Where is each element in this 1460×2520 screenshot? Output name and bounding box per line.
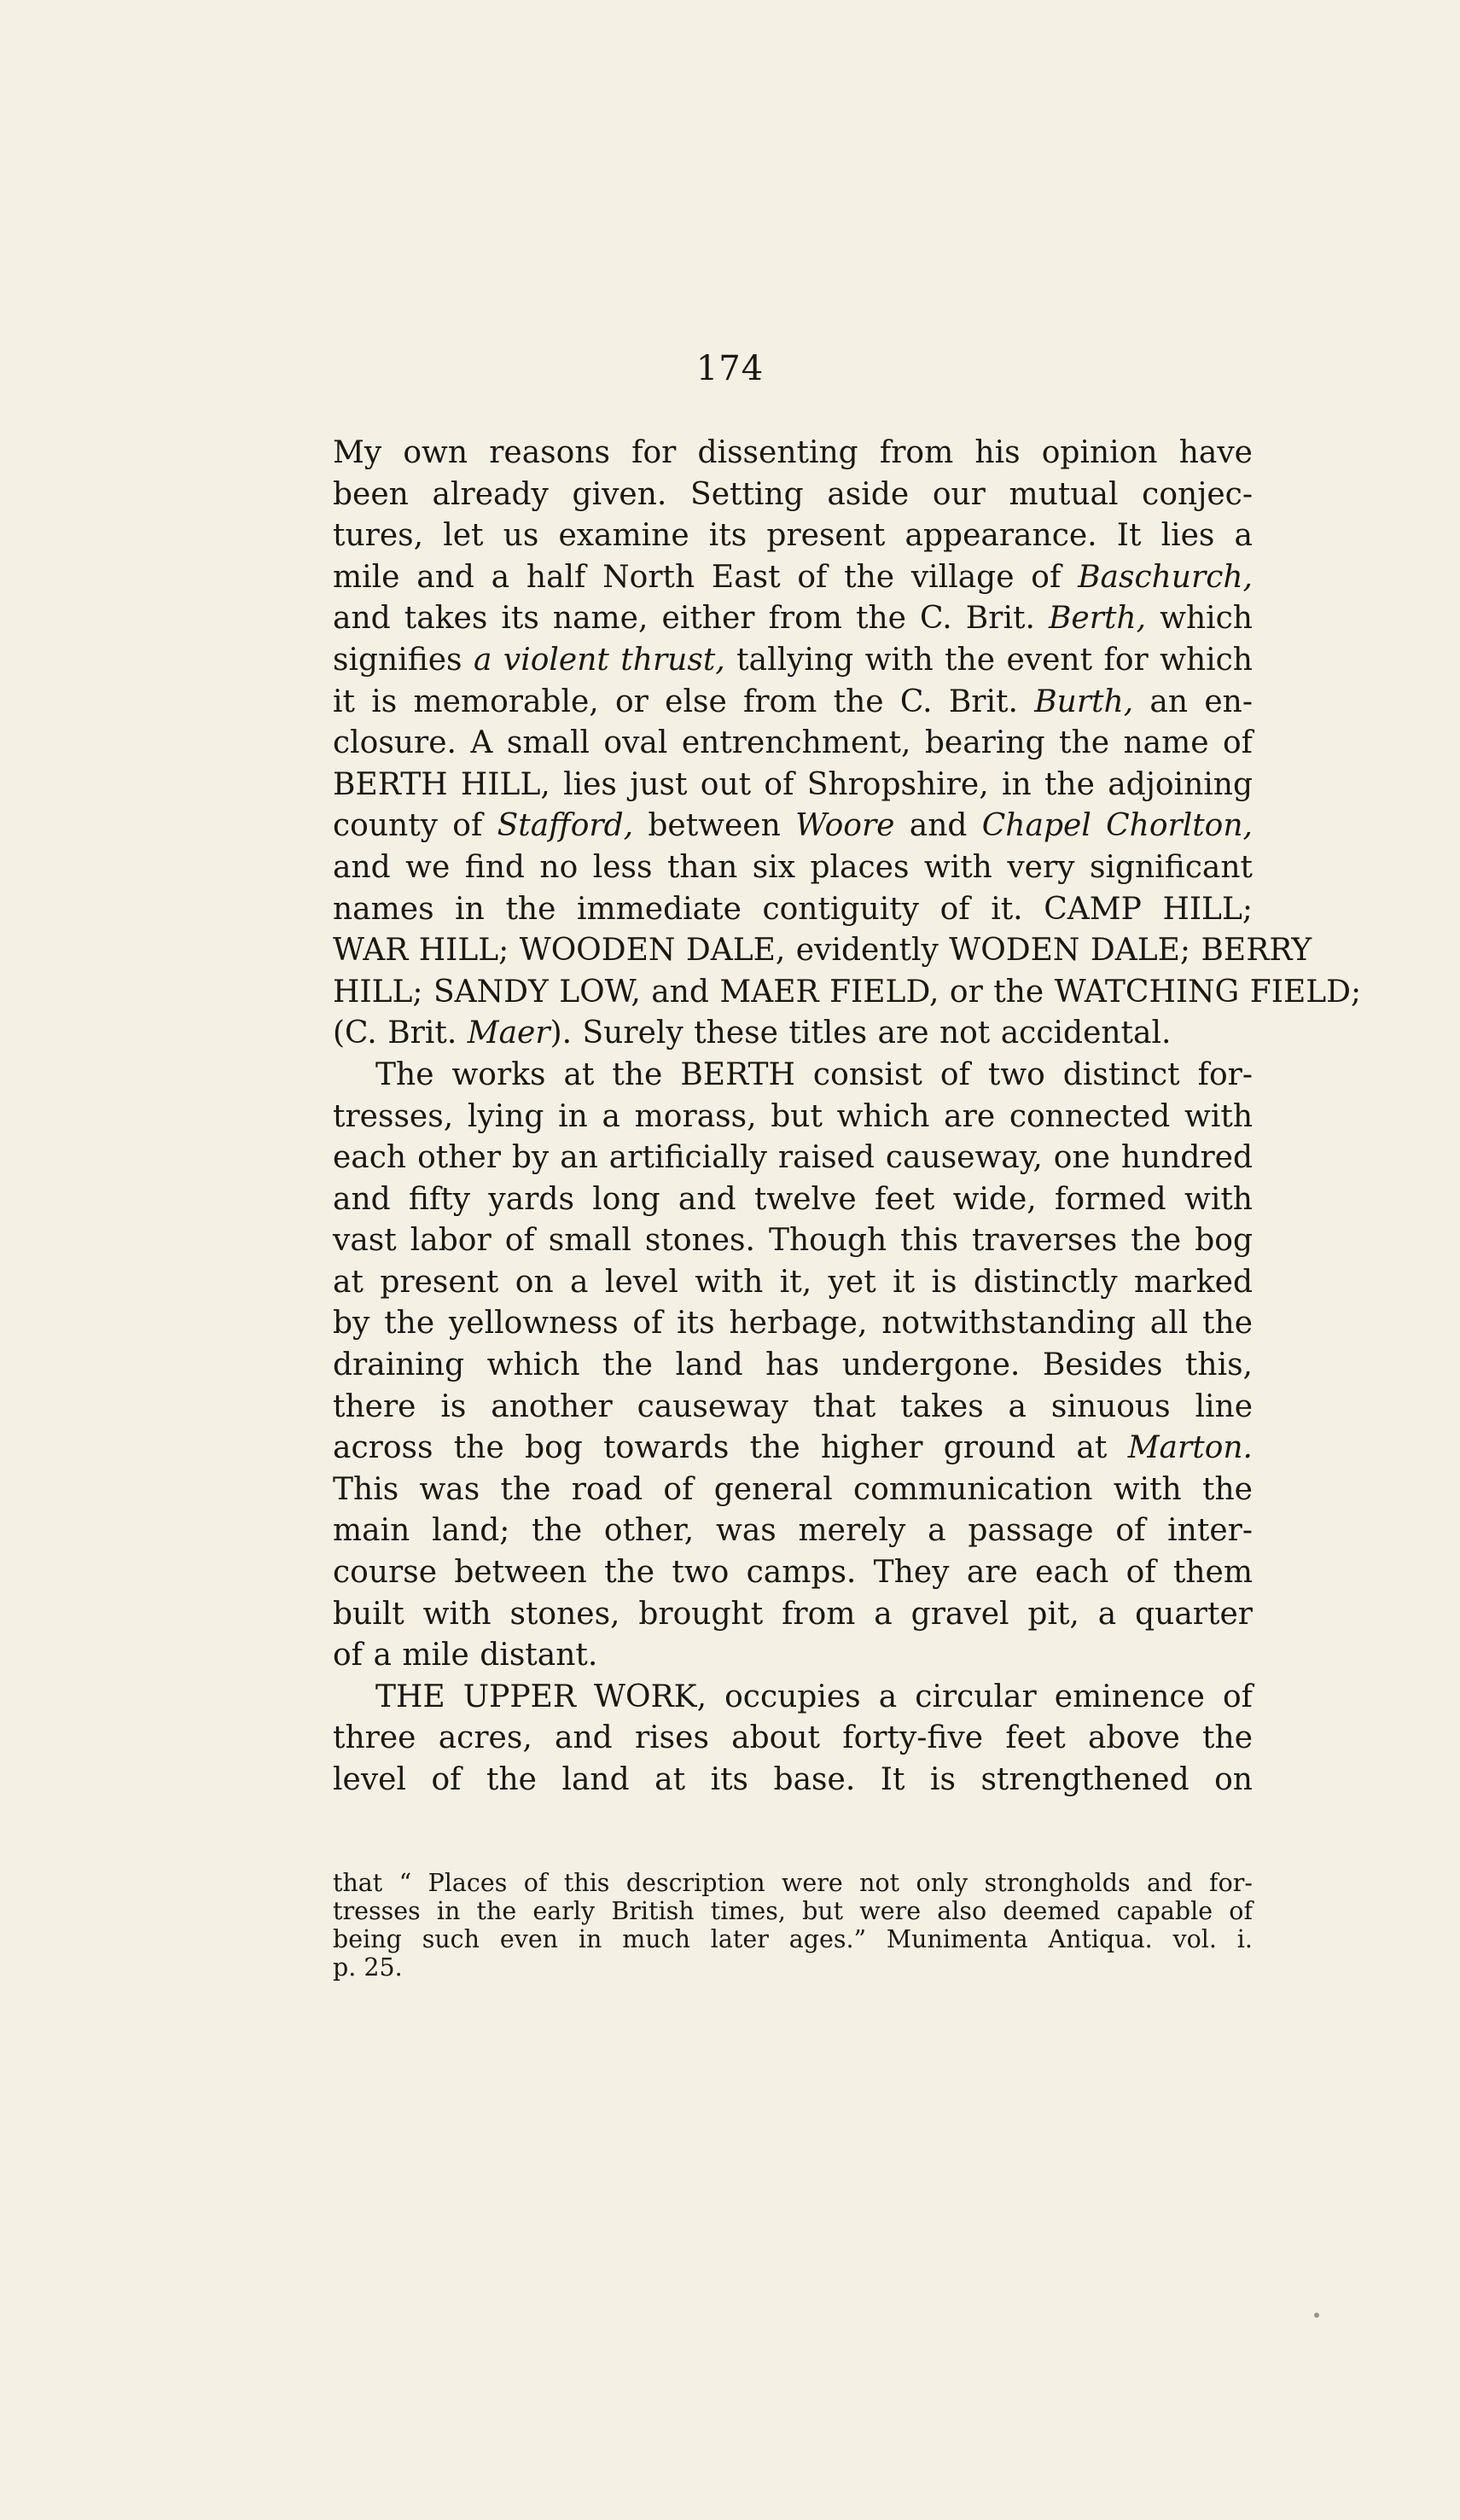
footnote-line: being such even in much later ages.” Munimenta Antiqua. vol. i. [333, 1925, 1253, 1953]
footnote-line: tresses in the early British times, but were also deemed capable of [333, 1897, 1253, 1925]
text-line: there is another causeway that takes a sinuous line [333, 1388, 1253, 1424]
text-line: county of Stafford, between Woore and Chapel Chorlton, [333, 808, 1253, 844]
text-line: mile and a half North East of the village of Baschurch, [333, 559, 1253, 595]
text-line: across the bog towards the higher ground at Marton. [333, 1430, 1253, 1466]
text-line: closure. A small oval entrenchment, bearing the name of [333, 725, 1253, 761]
italic-term: Marton. [1127, 1430, 1253, 1466]
italic-term: Stafford, [497, 808, 634, 844]
text-line: by the yellowness of its herbage, notwithstanding all the [333, 1306, 1253, 1341]
text-line: level of the land at its base. It is strengthened on [333, 1762, 1253, 1797]
text-line: names in the immediate contiguity of it. CAMP HILL; [333, 891, 1253, 927]
text-line: This was the road of general communication with the [333, 1471, 1253, 1507]
text-line: (C. Brit. Maer). Surely these titles are not accidental. [333, 1016, 1172, 1051]
footnote-line: p. 25. [333, 1953, 403, 1982]
text-line: The works at the BERTH consist of two distinct for- [375, 1056, 1253, 1092]
text-line: signifies a violent thrust, tallying with the event for which [333, 642, 1253, 678]
text-line: course between the two camps. They are each of them [333, 1555, 1253, 1591]
text-line: main land; the other, was merely a passage of inter- [333, 1513, 1253, 1549]
italic-term: Baschurch, [1078, 559, 1253, 595]
footnote [333, 1869, 1253, 1982]
text-line: of a mile distant. [333, 1638, 598, 1673]
text-line: tures, let us examine its present appearance. It lies a [333, 518, 1253, 554]
body-text [333, 433, 1362, 1801]
text-line: it is memorable, or else from the C. Brit. Burth, an en- [333, 684, 1253, 719]
text-line: three acres, and rises about forty-five feet above the [333, 1720, 1253, 1756]
italic-term: Burth, [1034, 684, 1134, 719]
text-line: vast labor of small stones. Though this traverses the bog [333, 1223, 1253, 1259]
text-line: WAR HILL; WOODEN DALE, evidently WODEN DALE; BERRY [333, 933, 1312, 969]
text-line: been already given. Setting aside our mutual conjec- [333, 476, 1253, 512]
text-line: My own reasons for dissenting from his opinion have [333, 435, 1253, 470]
paper-speck [1314, 2313, 1319, 2318]
text-line: and takes its name, either from the C. Brit. Berth, which [333, 601, 1253, 637]
italic-term: Berth, [1048, 601, 1147, 637]
text-line: and fifty yards long and twelve feet wide, formed with [333, 1181, 1253, 1217]
text-line: draining which the land has undergone. Besides this, [333, 1347, 1253, 1383]
italic-term: Chapel Chorlton, [981, 808, 1253, 844]
italic-term: a violent thrust, [473, 642, 725, 678]
text-line: HILL; SANDY LOW, and MAER FIELD, or the WATCHING FIELD; [333, 974, 1362, 1010]
text-line: tresses, lying in a morass, but which are connected with [333, 1098, 1253, 1134]
page-number: 174 [695, 349, 765, 388]
italic-term: Maer [467, 1016, 550, 1051]
italic-term: Woore [795, 808, 895, 844]
text-line: built with stones, brought from a gravel pit, a quarter [333, 1596, 1253, 1632]
text-line: THE UPPER WORK, occupies a circular eminence of [375, 1679, 1253, 1714]
text-line: BERTH HILL, lies just out of Shropshire, in the adjoining [333, 766, 1253, 802]
text-line: and we find no less than six places with very significant [333, 849, 1253, 885]
text-line: at present on a level with it, yet it is distinctly marked [333, 1264, 1253, 1300]
text-line: each other by an artificially raised causeway, one hundred [333, 1140, 1253, 1176]
footnote-line: that “ Places of this description were not only strongholds and for- [333, 1869, 1253, 1897]
